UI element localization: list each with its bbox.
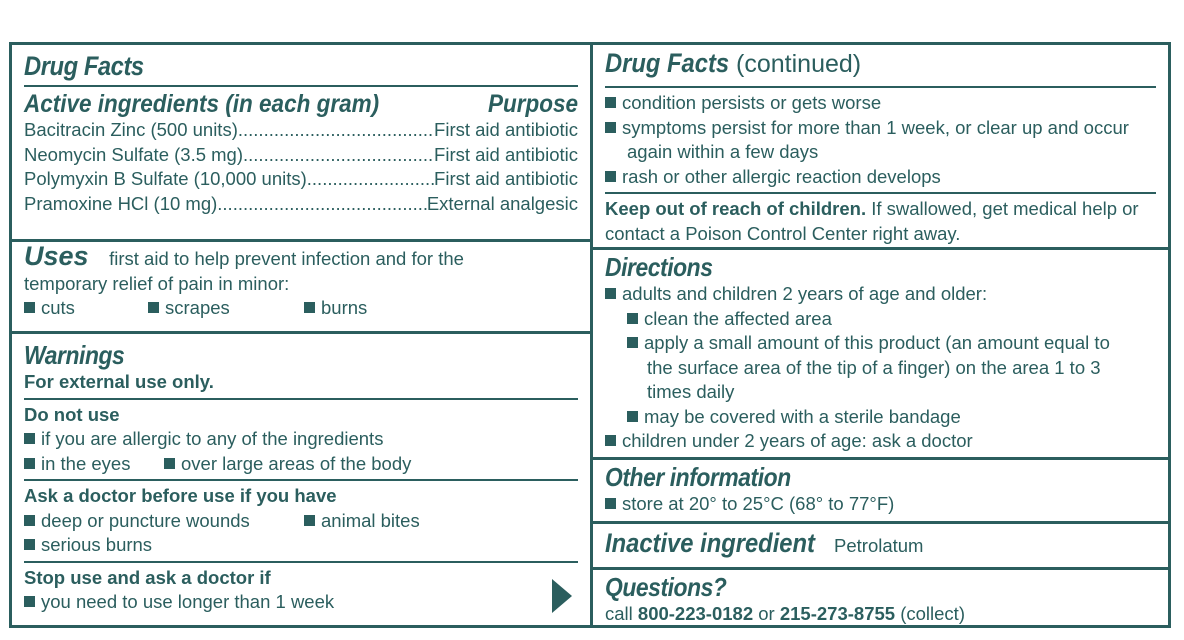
continued-arrow-icon	[552, 579, 572, 613]
uses-text: first aid to help prevent infection and for the	[109, 248, 464, 269]
inactive-ingredient-section	[593, 521, 1168, 567]
list-item: adults and children 2 years of age and older:	[605, 282, 1156, 307]
drug-facts-title: Drug Facts	[24, 51, 144, 81]
active-ingredients-heading: Active ingredients (in each gram)	[24, 90, 380, 118]
list-item: animal bites	[304, 509, 420, 534]
do-not-use-heading: Do not use	[24, 403, 120, 425]
other-information-section	[593, 457, 1168, 521]
external-use-only: For external use only.	[24, 371, 214, 392]
list-item: symptoms persist for more than 1 week, or clear up and occur	[605, 116, 1156, 141]
list-item: deep or puncture wounds	[24, 509, 304, 534]
list-item: apply a small amount of this product (an amount equal to	[605, 331, 1156, 356]
right-column	[590, 45, 1168, 625]
continued-label: (continued)	[736, 50, 862, 78]
warnings-section	[12, 331, 590, 625]
list-item: in the eyes	[24, 452, 164, 477]
list-item: rash or other allergic reaction develops	[605, 165, 1156, 190]
ingredient-row: Pramoxine HCl (10 mg) ..... External analgesic	[24, 192, 578, 217]
drug-facts-panel	[9, 42, 1171, 628]
list-item: serious burns	[24, 533, 578, 558]
directions-section	[593, 247, 1168, 457]
stop-use-heading: Stop use and ask a doctor if	[24, 566, 271, 588]
inactive-ingredient-heading: Inactive ingredient	[605, 528, 815, 558]
ask-doctor-row	[24, 509, 578, 534]
warnings-heading: Warnings	[24, 340, 125, 370]
inactive-ingredient-value: Petrolatum	[834, 535, 924, 556]
uses-heading: Uses	[24, 241, 89, 271]
list-item: over large areas of the body	[164, 452, 411, 477]
uses-text-cont: temporary relief of pain in minor:	[24, 272, 290, 294]
list-item: children under 2 years of age: ask a doctor	[605, 429, 1156, 454]
questions-heading: Questions?	[605, 572, 727, 602]
active-ingredients-header	[24, 90, 578, 118]
list-item: clean the affected area	[605, 307, 1156, 332]
left-column	[12, 45, 590, 625]
uses-items	[24, 296, 578, 321]
other-information-heading: Other information	[605, 462, 791, 492]
list-item-cont: again within a few days	[627, 141, 819, 162]
keep-out-text-cont: contact a Poison Control Center right away.	[605, 222, 961, 244]
uses-section	[12, 239, 590, 331]
list-item-cont: the surface area of the tip of a finger) on the area 1 to 3	[647, 356, 1101, 378]
questions-contact: call 800-223-0182 or 215-273-8755 (collect)	[605, 603, 965, 624]
list-item: cuts	[24, 296, 148, 321]
keep-out-text: Keep out of reach of children. If swallowed, get medical help or	[605, 198, 1139, 219]
list-item: scrapes	[148, 296, 304, 321]
purpose-heading: Purpose	[487, 90, 578, 118]
ingredient-row: Bacitracin Zinc (500 units) ..... First aid antibiotic	[24, 118, 578, 143]
ingredient-row: Polymyxin B Sulfate (10,000 units) ..... First aid antibiotic	[24, 167, 578, 192]
questions-section	[593, 567, 1168, 625]
list-item: store at 20° to 25°C (68° to 77°F)	[605, 492, 1156, 517]
continued-title	[605, 47, 1156, 84]
ask-doctor-heading: Ask a doctor before use if you have	[24, 485, 337, 506]
phone-number: 800-223-0182	[637, 603, 754, 624]
list-item-cont: times daily	[647, 381, 735, 402]
drug-facts-continued-title: Drug Facts	[605, 48, 730, 78]
phone-number: 215-273-8755	[779, 603, 896, 624]
list-item: if you are allergic to any of the ingredients	[24, 427, 578, 452]
list-item: may be covered with a sterile bandage	[605, 405, 1156, 430]
list-item: burns	[304, 296, 367, 321]
do-not-use-row	[24, 452, 578, 477]
directions-heading: Directions	[605, 252, 713, 282]
continued-section	[593, 47, 1168, 243]
active-ingredients-section	[12, 51, 590, 239]
list-item: you need to use longer than 1 week	[24, 590, 578, 615]
ingredient-row: Neomycin Sulfate (3.5 mg) ..... First aid antibiotic	[24, 143, 578, 168]
list-item: condition persists or gets worse	[605, 91, 1156, 116]
